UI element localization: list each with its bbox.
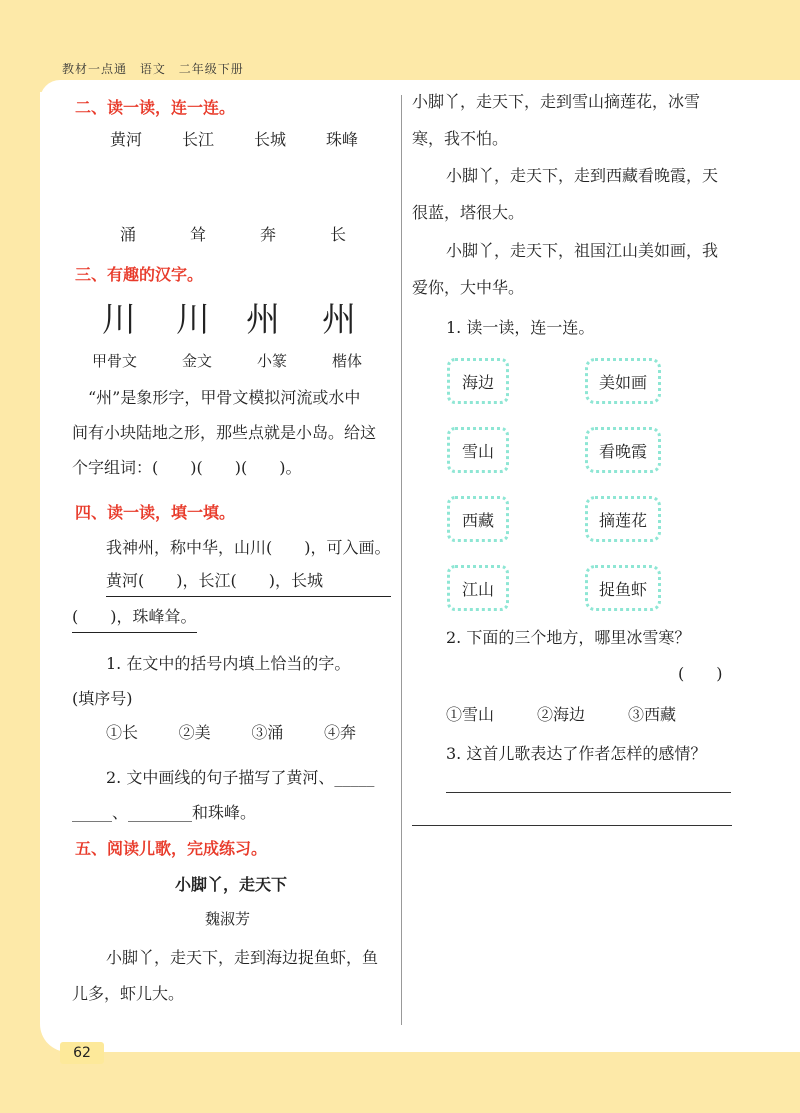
question-1: 1. 读一读，连一连。: [446, 318, 595, 337]
option-row: [446, 702, 676, 725]
section-4-title: 四、读一读，填一填。: [75, 503, 236, 522]
match-box-right[interactable]: 摘莲花: [585, 496, 661, 542]
poem-line: 爱你，大中华。: [412, 278, 525, 297]
question-1: 1. 在文中的括号内填上恰当的字。: [106, 654, 351, 673]
script-label: 楷体: [331, 352, 362, 370]
match-box-left[interactable]: 西藏: [447, 496, 509, 542]
question-2[interactable]: 2. 文中画线的句子描写了黄河、_____: [106, 768, 375, 787]
match-box-left[interactable]: 海边: [447, 358, 509, 404]
section-3-title: 三、有趣的汉字。: [75, 265, 204, 284]
poem-line: 小脚丫，走天下，走到西藏看晚霞，天: [446, 166, 719, 185]
section-5-title: 五、阅读儿歌，完成练习。: [75, 839, 268, 858]
paragraph: “州”是象形字，甲骨文模拟河流或水中: [88, 388, 361, 407]
grade: 二年级下册: [178, 62, 244, 76]
word-blanks[interactable]: 个字组词：( )( )( )。: [72, 458, 302, 477]
option[interactable]: ①雪山: [446, 705, 495, 724]
option[interactable]: ③西藏: [627, 705, 676, 724]
answer-line[interactable]: [412, 825, 732, 826]
oracle-bone-glyph: 川: [102, 300, 130, 340]
regular-glyph: 州: [322, 300, 356, 340]
poem-line: 很蓝，塔很大。: [412, 203, 525, 222]
paragraph: 间有小块陆地之形，那些点就是小岛。给这: [72, 423, 377, 442]
seal-glyph: 州: [246, 300, 280, 340]
question-2: 2. 下面的三个地方，哪里冰雪寒？: [446, 628, 691, 647]
column-divider: [401, 95, 402, 1025]
match-word[interactable]: 长江: [181, 130, 214, 149]
match-word[interactable]: 珠峰: [325, 130, 358, 149]
page-number: 62: [60, 1042, 104, 1064]
match-word[interactable]: 黄河: [110, 130, 143, 149]
script-labels: [92, 350, 362, 371]
option[interactable]: ④奔: [323, 723, 356, 742]
underlined-line[interactable]: ( )，珠峰耸。: [72, 602, 197, 633]
option[interactable]: ②海边: [536, 705, 585, 724]
match-bottom-row: [120, 222, 346, 245]
match-box-right[interactable]: 美如画: [585, 358, 661, 404]
match-word[interactable]: 涌: [120, 225, 137, 244]
answer-paren[interactable]: ( ): [678, 664, 723, 683]
script-label: 金文: [181, 352, 212, 370]
match-word[interactable]: 奔: [259, 225, 276, 244]
question-1-note: (填序号): [72, 689, 133, 708]
question-2-cont[interactable]: _____、________和珠峰。: [72, 803, 257, 822]
match-box-left[interactable]: 江山: [447, 565, 509, 611]
underlined-line[interactable]: 黄河( )，长江( )，长城: [106, 566, 391, 597]
option[interactable]: ③涌: [251, 723, 284, 742]
question-3: 3. 这首儿歌表达了作者怎样的感情？: [446, 744, 707, 763]
poem-line: 儿多，虾儿大。: [72, 984, 185, 1003]
match-word[interactable]: 长: [329, 225, 346, 244]
option-row: [106, 720, 356, 743]
match-box-right[interactable]: 捉鱼虾: [585, 565, 661, 611]
fill-line[interactable]: 我神州，称中华，山川( )，可入画。: [106, 538, 391, 557]
bronze-glyph: 川: [176, 300, 210, 340]
match-box-left[interactable]: 雪山: [447, 427, 509, 473]
subject: 语文: [139, 62, 166, 76]
match-box-right[interactable]: 看晚霞: [585, 427, 661, 473]
script-label: 甲骨文: [92, 352, 138, 370]
match-word[interactable]: 耸: [189, 225, 206, 244]
answer-line[interactable]: [446, 792, 731, 793]
poem-line: 小脚丫，走天下，走到海边捉鱼虾，鱼: [106, 948, 379, 967]
match-top-row: [110, 127, 358, 150]
poem-line: 小脚丫，走天下，祖国江山美如画，我: [446, 241, 719, 260]
match-word[interactable]: 长城: [253, 130, 286, 149]
poem-author: 魏淑芳: [205, 910, 251, 928]
poem-line: 寒，我不怕。: [412, 129, 509, 148]
option[interactable]: ②美: [178, 723, 211, 742]
poem-title: 小脚丫，走天下: [175, 875, 288, 894]
option[interactable]: ①长: [106, 723, 139, 742]
section-2-title: 二、读一读，连一连。: [75, 98, 236, 117]
script-label: 小篆: [256, 352, 287, 370]
poem-line: 小脚丫，走天下，走到雪山摘莲花，冰雪: [412, 92, 701, 111]
book-title: 教材一点通: [62, 62, 128, 76]
running-header: [62, 60, 252, 77]
